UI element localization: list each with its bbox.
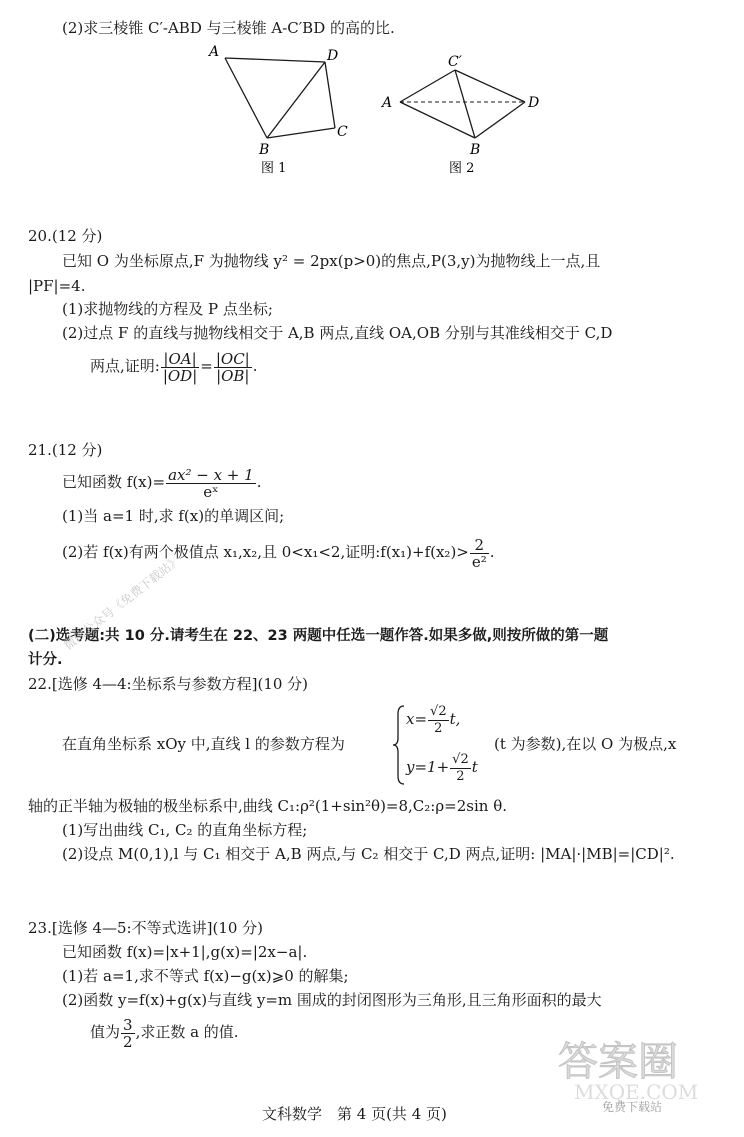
watermark: 微信公众号《免费下载站》 bbox=[61, 552, 184, 653]
fig2-caption: 图 2 bbox=[449, 161, 475, 176]
q22-line2: 轴的正半轴为极轴的极坐标系中,曲线 C₁:ρ²(1+sin²θ)=8,C₂:ρ=2sin θ. bbox=[28, 797, 508, 815]
q23-part1: (1)若 a=1,求不等式 f(x)−g(x)⩾0 的解集; bbox=[62, 967, 349, 985]
logo-text: 答案圈 bbox=[558, 1039, 678, 1085]
q22-header: 22.[选修 4—4:坐标系与参数方程](10 分) bbox=[28, 675, 309, 693]
q20-part2b: 两点,证明: $\frac{|OA|}{|OD|}$ = $\frac{|OC|}{|OB|}$ . bbox=[90, 349, 258, 385]
q22-part1: (1)写出曲线 C₁, C₂ 的直角坐标方程; bbox=[62, 821, 308, 839]
q20-header: 20.(12 分) bbox=[28, 227, 103, 245]
q22-part2: (2)设点 M(0,1),l 与 C₁ 相交于 A,B 两点,与 C₂ 相交于 C,D 两点,证明: |MA|·|MB|=|CD|². bbox=[62, 845, 675, 863]
q22-brace bbox=[392, 704, 406, 786]
figure-1 bbox=[195, 40, 365, 180]
q21-header: 21.(12 分) bbox=[28, 441, 103, 459]
logo-caption: 免费下载站 bbox=[602, 1100, 663, 1114]
page-footer: 文科数学 第 4 页(共 4 页) bbox=[262, 1105, 447, 1123]
q20-part1: (1)求抛物线的方程及 P 点坐标; bbox=[62, 300, 273, 318]
q23-max-area-fraction: $\frac{3}{2}$ bbox=[123, 1015, 133, 1051]
q20-frac1: $\frac{|OA|}{|OD|}$ bbox=[162, 349, 198, 385]
q20-line2: |PF|=4. bbox=[28, 277, 86, 295]
fig2-label-b: B bbox=[470, 142, 481, 158]
q20-part2b-prefix: 两点,证明: bbox=[90, 357, 160, 375]
fig1-label-c: C bbox=[337, 124, 348, 140]
q22-line1-suffix: (t 为参数),在以 O 为极点,x bbox=[494, 735, 677, 753]
site-logo bbox=[548, 1029, 724, 1119]
q23-line1: 已知函数 f(x)=|x+1|,g(x)=|2x−a|. bbox=[62, 943, 308, 961]
section2-line2: 计分. bbox=[28, 652, 63, 668]
q23-part2b: 值为 $\frac{3}{2}$ ,求正数 a 的值. bbox=[90, 1015, 239, 1051]
fig2-label-a: A bbox=[382, 95, 393, 111]
q22-system-y: y=1+ $\frac{√2}{2}$ t bbox=[406, 751, 478, 784]
q21-bound-fraction: $\frac{2}{\text{e²}}$ bbox=[471, 535, 487, 571]
fig1-caption: 图 1 bbox=[261, 161, 287, 176]
q21-fx-fraction: $\frac{\text{ax² − x + 1}}{\text{eˣ}}$ bbox=[168, 465, 254, 501]
logo-icon bbox=[548, 1029, 724, 1115]
q20-frac2: $\frac{|OC|}{|OB|}$ bbox=[215, 349, 250, 385]
q20-eq: = bbox=[200, 357, 213, 375]
q21-part2: (2)若 f(x)有两个极值点 x₁,x₂,且 0<x₁<2,证明:f(x₁)+f(x₂)> $\frac{2}{\text{e²}}$ . bbox=[62, 535, 495, 571]
fig1-label-a: A bbox=[209, 44, 220, 60]
q22-system-x: x= $\frac{√2}{2}$ t, bbox=[406, 703, 461, 736]
q20-line1: 已知 O 为坐标原点,F 为抛物线 y² = 2px(p>0)的焦点,P(3,y)为抛物线上一点,且 bbox=[62, 252, 601, 270]
fig1-label-b: B bbox=[259, 142, 270, 158]
fig2-label-d: D bbox=[528, 95, 540, 111]
q23-header: 23.[选修 4—5:不等式选讲](10 分) bbox=[28, 919, 264, 937]
q20-part2: (2)过点 F 的直线与抛物线相交于 A,B 两点,直线 OA,OB 分别与其准线相交于 C,D bbox=[62, 324, 613, 342]
figure-2 bbox=[380, 50, 550, 180]
section2-line1: (二)选考题:共 10 分.请考生在 22、23 两题中任选一题作答.如果多做,则按所做的第一题 bbox=[28, 628, 609, 644]
q21-part1: (1)当 a=1 时,求 f(x)的单调区间; bbox=[62, 507, 285, 525]
fig2-label-c: C′ bbox=[448, 54, 462, 70]
q22-line1-prefix: 在直角坐标系 xOy 中,直线 l 的参数方程为 bbox=[62, 735, 345, 753]
fig1-label-d: D bbox=[327, 48, 339, 64]
logo-sub: MXQE.COM bbox=[574, 1080, 699, 1104]
q21-line1: 已知函数 f(x)= $\frac{\text{ax² − x + 1}}{\text{eˣ}}$ . bbox=[62, 465, 262, 501]
q23-part2: (2)函数 y=f(x)+g(x)与直线 y=m 围成的封闭图形为三角形,且三角形面积的最大 bbox=[62, 991, 602, 1009]
q19-part2: (2)求三棱锥 C′-ABD 与三棱锥 A-C′BD 的高的比. bbox=[62, 19, 395, 37]
